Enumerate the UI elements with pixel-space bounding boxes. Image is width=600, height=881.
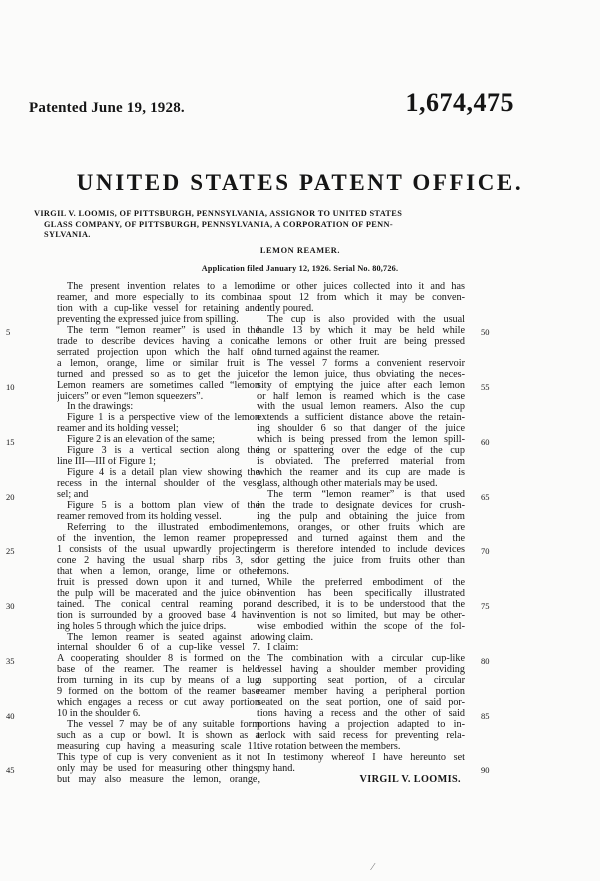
text-line: extends a sufficient distance above the retain- bbox=[257, 413, 465, 424]
text-line: reamer removed from its holding vessel. bbox=[57, 512, 222, 523]
text-line: internal shoulder 6 of a cup-like vessel 7. bbox=[57, 643, 260, 654]
text-line: tion is surrounded by a grooved base 4 hav- bbox=[57, 610, 260, 621]
text-line: Figure 2 is an elevation of the same; bbox=[67, 435, 215, 446]
text-line: preventing the expressed juice from spilling. bbox=[57, 314, 239, 325]
right-text-column bbox=[257, 282, 465, 786]
invention-title: LEMON REAMER. bbox=[259, 246, 341, 255]
text-line: portions having a projection adapted to in- bbox=[257, 720, 465, 731]
text-line: This type of cup is very convenient as it not bbox=[57, 752, 260, 763]
text-line: seated on the seat portion, one of said por- bbox=[257, 698, 465, 709]
line-number: 70 bbox=[481, 546, 490, 557]
text-line: 9 formed on the bottom of the reamer base bbox=[57, 687, 260, 698]
text-line: lime or other juices collected into it and has bbox=[257, 282, 465, 292]
text-line: The vessel 7 forms a convenient reservoir bbox=[267, 358, 465, 369]
assignment-line: VIRGIL V. LOOMIS, OF PITTSBURGH, PENNSYLVANIA, ASSIGNOR TO UNITED STATES bbox=[34, 209, 403, 218]
line-number: 35 bbox=[6, 655, 15, 666]
text-line: measuring cup having a measuring scale 11. bbox=[57, 742, 260, 753]
text-line: which the reamer and its cup are made is bbox=[257, 468, 465, 479]
text-line: recess in the internal shoulder of the ves- bbox=[57, 479, 260, 490]
line-number: 75 bbox=[481, 601, 490, 612]
text-line: I claim: bbox=[267, 643, 299, 654]
left-text-column bbox=[57, 282, 260, 786]
text-line: tive rotation between the members. bbox=[257, 742, 401, 753]
text-line: only may be used for measuring other things, bbox=[57, 763, 260, 774]
line-number: 45 bbox=[6, 765, 15, 776]
text-line: with the usual lemon reamers. Also the cup bbox=[257, 402, 465, 413]
text-line: reamer member having a peripheral portion bbox=[257, 687, 465, 698]
text-line: and described, it is to be understood that the bbox=[257, 599, 465, 610]
text-line: The vessel 7 may be of any suitable form bbox=[67, 720, 260, 731]
text-line: Figure 3 is a vertical section along the bbox=[67, 446, 260, 457]
text-line: turned and pressed so as to get the juice. bbox=[57, 369, 260, 380]
assignment-line: GLASS COMPANY, OF PITTSBURGH, PENNSYLVANIA, A CORPORATION OF PENN- bbox=[44, 219, 393, 229]
text-line: a lemon, orange, lime or similar fruit is bbox=[57, 358, 260, 369]
office-heading: UNITED STATES PATENT OFFICE. bbox=[76, 170, 524, 195]
text-line: cone 2 having the usual sharp ribs 3, so bbox=[57, 555, 260, 566]
text-line: 1 consists of the usual upwardly projecting bbox=[57, 544, 260, 555]
text-line: my hand. bbox=[257, 763, 295, 774]
text-line: lemons, oranges, or other fruits which are bbox=[257, 522, 465, 533]
text-line: in the trade to designate devices for crush- bbox=[257, 501, 465, 512]
text-line: Figure 4 is a detail plan view showing the bbox=[67, 468, 260, 479]
text-line: glass, although other materials may be used. bbox=[257, 479, 438, 490]
text-line: a spout 12 from which it may be conven- bbox=[257, 292, 465, 303]
text-line: line III—III of Figure 1; bbox=[57, 457, 157, 468]
text-line: The lemon reamer is seated against an bbox=[67, 632, 260, 643]
text-line: which engages a recess or cut away portion bbox=[57, 698, 260, 709]
text-line: serrated projection upon which the half of bbox=[57, 347, 260, 358]
text-line: handle 13 by which it may be held while bbox=[257, 325, 465, 336]
text-line: Referring to the illustrated embodiment bbox=[67, 522, 260, 533]
text-line: trade to describe devices having a conical bbox=[57, 336, 260, 347]
line-number: 85 bbox=[481, 710, 490, 721]
line-number: 10 bbox=[6, 382, 15, 393]
text-line: sity of emptying the juice after each lemon bbox=[257, 380, 465, 391]
line-number: 55 bbox=[481, 382, 490, 393]
line-number: 60 bbox=[481, 436, 490, 447]
text-line: VIRGIL V. LOOMIS. bbox=[359, 774, 461, 785]
text-line: the lemons or other fruit are being pressed bbox=[257, 336, 465, 347]
text-line: 10 in the shoulder 6. bbox=[57, 709, 141, 720]
line-number: 5 bbox=[6, 327, 11, 338]
assignment-line: SYLVANIA. bbox=[44, 230, 91, 239]
text-line: iently poured. bbox=[257, 303, 314, 314]
text-line: pressed and turned against them and the bbox=[257, 533, 465, 544]
text-line: tained. The conical central reaming por- bbox=[57, 599, 260, 610]
text-line: Figure 1 is a perspective view of the lemon bbox=[67, 413, 260, 424]
text-line: While the preferred embodiment of the bbox=[267, 577, 465, 588]
text-line: terlock with said recess for preventing rela- bbox=[257, 731, 465, 742]
text-line: lemons. bbox=[257, 566, 289, 577]
text-line: In testimony whereof I have hereunto set bbox=[267, 752, 465, 763]
text-line: The present invention relates to a lemon bbox=[67, 282, 260, 292]
line-number: 90 bbox=[481, 765, 490, 776]
text-line: The term “lemon reamer” is that used bbox=[267, 490, 465, 501]
text-line: juicers” or even “lemon squeezers”. bbox=[57, 391, 204, 402]
text-line: of the invention, the lemon reamer proper bbox=[57, 533, 260, 544]
text-line: ing or spattering over the edge of the cup bbox=[257, 446, 465, 457]
text-line: and turned against the reamer. bbox=[257, 347, 380, 358]
text-line: that when a lemon, orange, lime or other bbox=[57, 566, 260, 577]
patented-date: Patented June 19, 1928. bbox=[29, 100, 185, 116]
text-line: reamer and its holding vessel; bbox=[57, 424, 179, 435]
text-line: such as a cup or bowl. It is shown as a bbox=[57, 731, 260, 742]
text-line: Figure 5 is a bottom plan view of the bbox=[67, 501, 260, 512]
line-number: 20 bbox=[6, 491, 15, 502]
text-line: A cooperating shoulder 8 is formed on the bbox=[57, 654, 260, 665]
text-line: invention has been specifically illustrated bbox=[257, 588, 465, 599]
text-line: The cup is also provided with the usual bbox=[267, 314, 465, 325]
text-line: fruit is pressed down upon it and turned, bbox=[57, 577, 260, 588]
text-line: for getting the juice from fruits other than bbox=[257, 555, 465, 566]
application-line: Application filed January 12, 1926. Serial No. 80,726. bbox=[201, 264, 399, 273]
text-line: which is being pressed from the lemon spill- bbox=[257, 435, 465, 446]
text-line: vessel having a shoulder member providing bbox=[257, 665, 465, 676]
text-line: base of the reamer. The reamer is held bbox=[57, 665, 260, 676]
text-line: for the lemon juice, thus obviating the neces- bbox=[257, 369, 465, 380]
text-line: ing shoulder 6 so that danger of the juice bbox=[257, 424, 465, 435]
line-number: 80 bbox=[481, 655, 490, 666]
text-line: Lemon reamers are sometimes called “lemon bbox=[57, 380, 260, 391]
text-line: ing the pulp and obtaining the juice from bbox=[257, 512, 465, 523]
text-line: the pulp will be macerated and the juice ob- bbox=[57, 588, 260, 599]
text-line: In the drawings: bbox=[67, 402, 134, 413]
text-line: from turning in its cup by means of a lug bbox=[57, 676, 260, 687]
line-number: 50 bbox=[481, 327, 490, 338]
text-line: but may also measure the lemon, orange, bbox=[57, 774, 260, 785]
text-line: sel; and bbox=[57, 490, 89, 501]
assignment-block bbox=[34, 209, 494, 241]
text-line: term is therefore intended to include devices bbox=[257, 544, 465, 555]
line-number: 30 bbox=[6, 601, 15, 612]
text-line: wise embodied within the scope of the fol- bbox=[257, 621, 465, 632]
text-line: invention is not so limited, but may be other- bbox=[257, 610, 465, 621]
stray-mark: ⁄ bbox=[372, 862, 374, 873]
patent-number: 1,674,475 bbox=[405, 88, 514, 117]
text-line: The term “lemon reamer” is used in the bbox=[67, 325, 260, 336]
text-line: a supporting seat portion, of a circular bbox=[257, 676, 465, 687]
text-line: is obviated. The preferred material from bbox=[257, 457, 465, 468]
line-number: 65 bbox=[481, 491, 490, 502]
text-line: reamer, and more especially to its combina- bbox=[57, 292, 260, 303]
text-line: tion with a cup-like vessel for retaining and bbox=[57, 303, 260, 314]
text-line: lowing claim. bbox=[257, 632, 314, 643]
line-number: 15 bbox=[6, 436, 15, 447]
text-line: The combination with a circular cup-like bbox=[267, 654, 465, 665]
text-line: or half lemon is reamed which is the case bbox=[257, 391, 465, 402]
text-line: ing holes 5 through which the juice drips. bbox=[57, 621, 227, 632]
text-line: tions having a recess and the other of said bbox=[257, 709, 465, 720]
line-number: 40 bbox=[6, 710, 15, 721]
line-number: 25 bbox=[6, 546, 15, 557]
